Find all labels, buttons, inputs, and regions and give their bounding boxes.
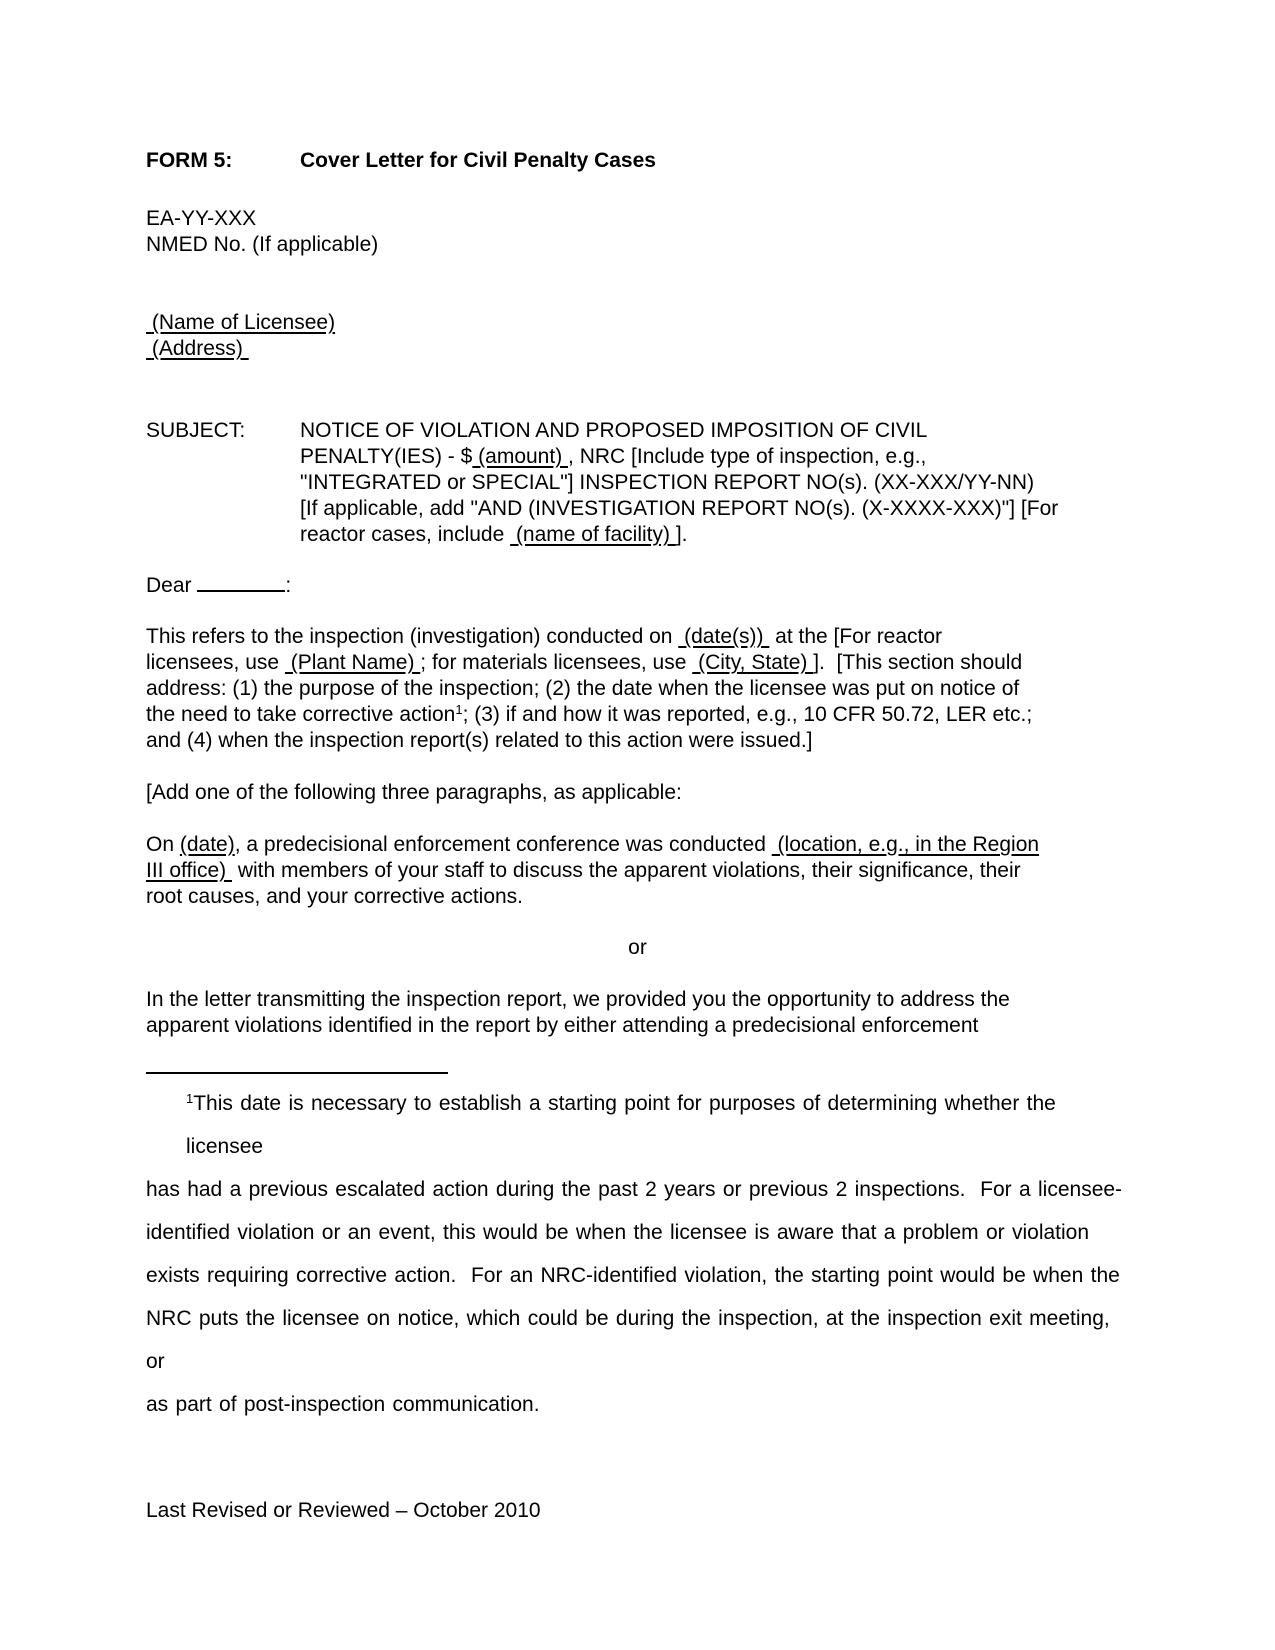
subject-line: NOTICE OF VIOLATION AND PROPOSED IMPOSITION OF CIVIL (300, 419, 928, 442)
nmed-number: NMED No. (If applicable) (146, 233, 379, 256)
form-title: Cover Letter for Civil Penalty Cases (300, 149, 656, 172)
paragraph-letter-transmitting (146, 987, 1129, 1039)
subject-body (300, 418, 1058, 548)
subject-block (146, 418, 1129, 548)
footer-revision-note: Last Revised or Reviewed – October 2010 (146, 1499, 541, 1522)
addressee-block (146, 310, 1129, 362)
paragraph-line: III office) with members of your staff to discuss the apparent violations, their significance, their (146, 859, 1021, 882)
reference-block (146, 206, 1129, 258)
form-title-row (146, 148, 1129, 174)
paragraph-add-one-instruction (146, 780, 1129, 806)
paragraph-line: apparent violations identified in the report by either attending a predecisional enforcement (146, 1014, 979, 1037)
paragraph-line: the need to take corrective action$^1$; (3) if and how it was reported, e.g., 10 CFR 50.72, LER etc.; (146, 702, 1033, 726)
footnote-separator-rule (146, 1072, 448, 1074)
or-separator: or (628, 936, 647, 959)
paragraph-line: licensees, use (Plant Name) ; for materials licensees, use (City, State) ]. [This section should (146, 651, 1023, 674)
licensee-name-line: (Name of Licensee) (146, 311, 336, 334)
footnote (146, 1082, 1129, 1426)
salutation: Dear : (146, 574, 292, 597)
footnote-line: has had a previous escalated action during the past 2 years or previous 2 inspections. For a licensee- (146, 1178, 1123, 1201)
footnote-line: as part of post-inspection communication. (146, 1393, 540, 1416)
paragraph-line: This refers to the inspection (investigation) conducted on (date(s)) at the [For reactor (146, 625, 943, 648)
paragraph-line: In the letter transmitting the inspection report, we provided you the opportunity to address the (146, 988, 1010, 1011)
paragraph-line: On (date), a predecisional enforcement conference was conducted (location, e.g., in the Region (146, 833, 1040, 856)
subject-line: [If applicable, add "AND (INVESTIGATION REPORT NO(s). (X-XXXX-XXX)"] [For (300, 497, 1059, 520)
ea-number: EA-YY-XXX (146, 207, 257, 230)
subject-line: PENALTY(IES) - $ (amount) , NRC [Include type of inspection, e.g., (300, 445, 927, 468)
subject-line: "INTEGRATED or SPECIAL"] INSPECTION REPORT NO(s). (XX-XXX/YY-NN) (300, 471, 1035, 494)
paragraph-line: root causes, and your corrective actions. (146, 885, 524, 908)
paragraph-line: address: (1) the purpose of the inspection; (2) the date when the licensee was put on notice of (146, 677, 1020, 700)
footnote-line: $^1$This date is necessary to establish a starting point for purposes of determining whether the licensee (186, 1091, 1064, 1158)
licensee-address-line: (Address) (146, 337, 249, 360)
form-number-label: FORM 5: (146, 149, 233, 172)
footnote-line: NRC puts the licensee on notice, which could be during the inspection, at the inspection exit meeting, or (146, 1307, 1118, 1373)
paragraph-conference (146, 832, 1129, 910)
footnote-line: exists requiring corrective action. For an NRC-identified violation, the starting point would be when the (146, 1264, 1120, 1287)
subject-line: reactor cases, include (name of facility) ]. (300, 523, 688, 546)
paragraph-line: [Add one of the following three paragraphs, as applicable: (146, 781, 682, 804)
paragraph-line: and (4) when the inspection report(s) related to this action were issued.] (146, 729, 813, 752)
subject-label: SUBJECT: (146, 419, 246, 442)
paragraph-inspection-refers (146, 624, 1129, 754)
footnote-line: identified violation or an event, this would be when the licensee is aware that a problem or violation (146, 1221, 1090, 1244)
